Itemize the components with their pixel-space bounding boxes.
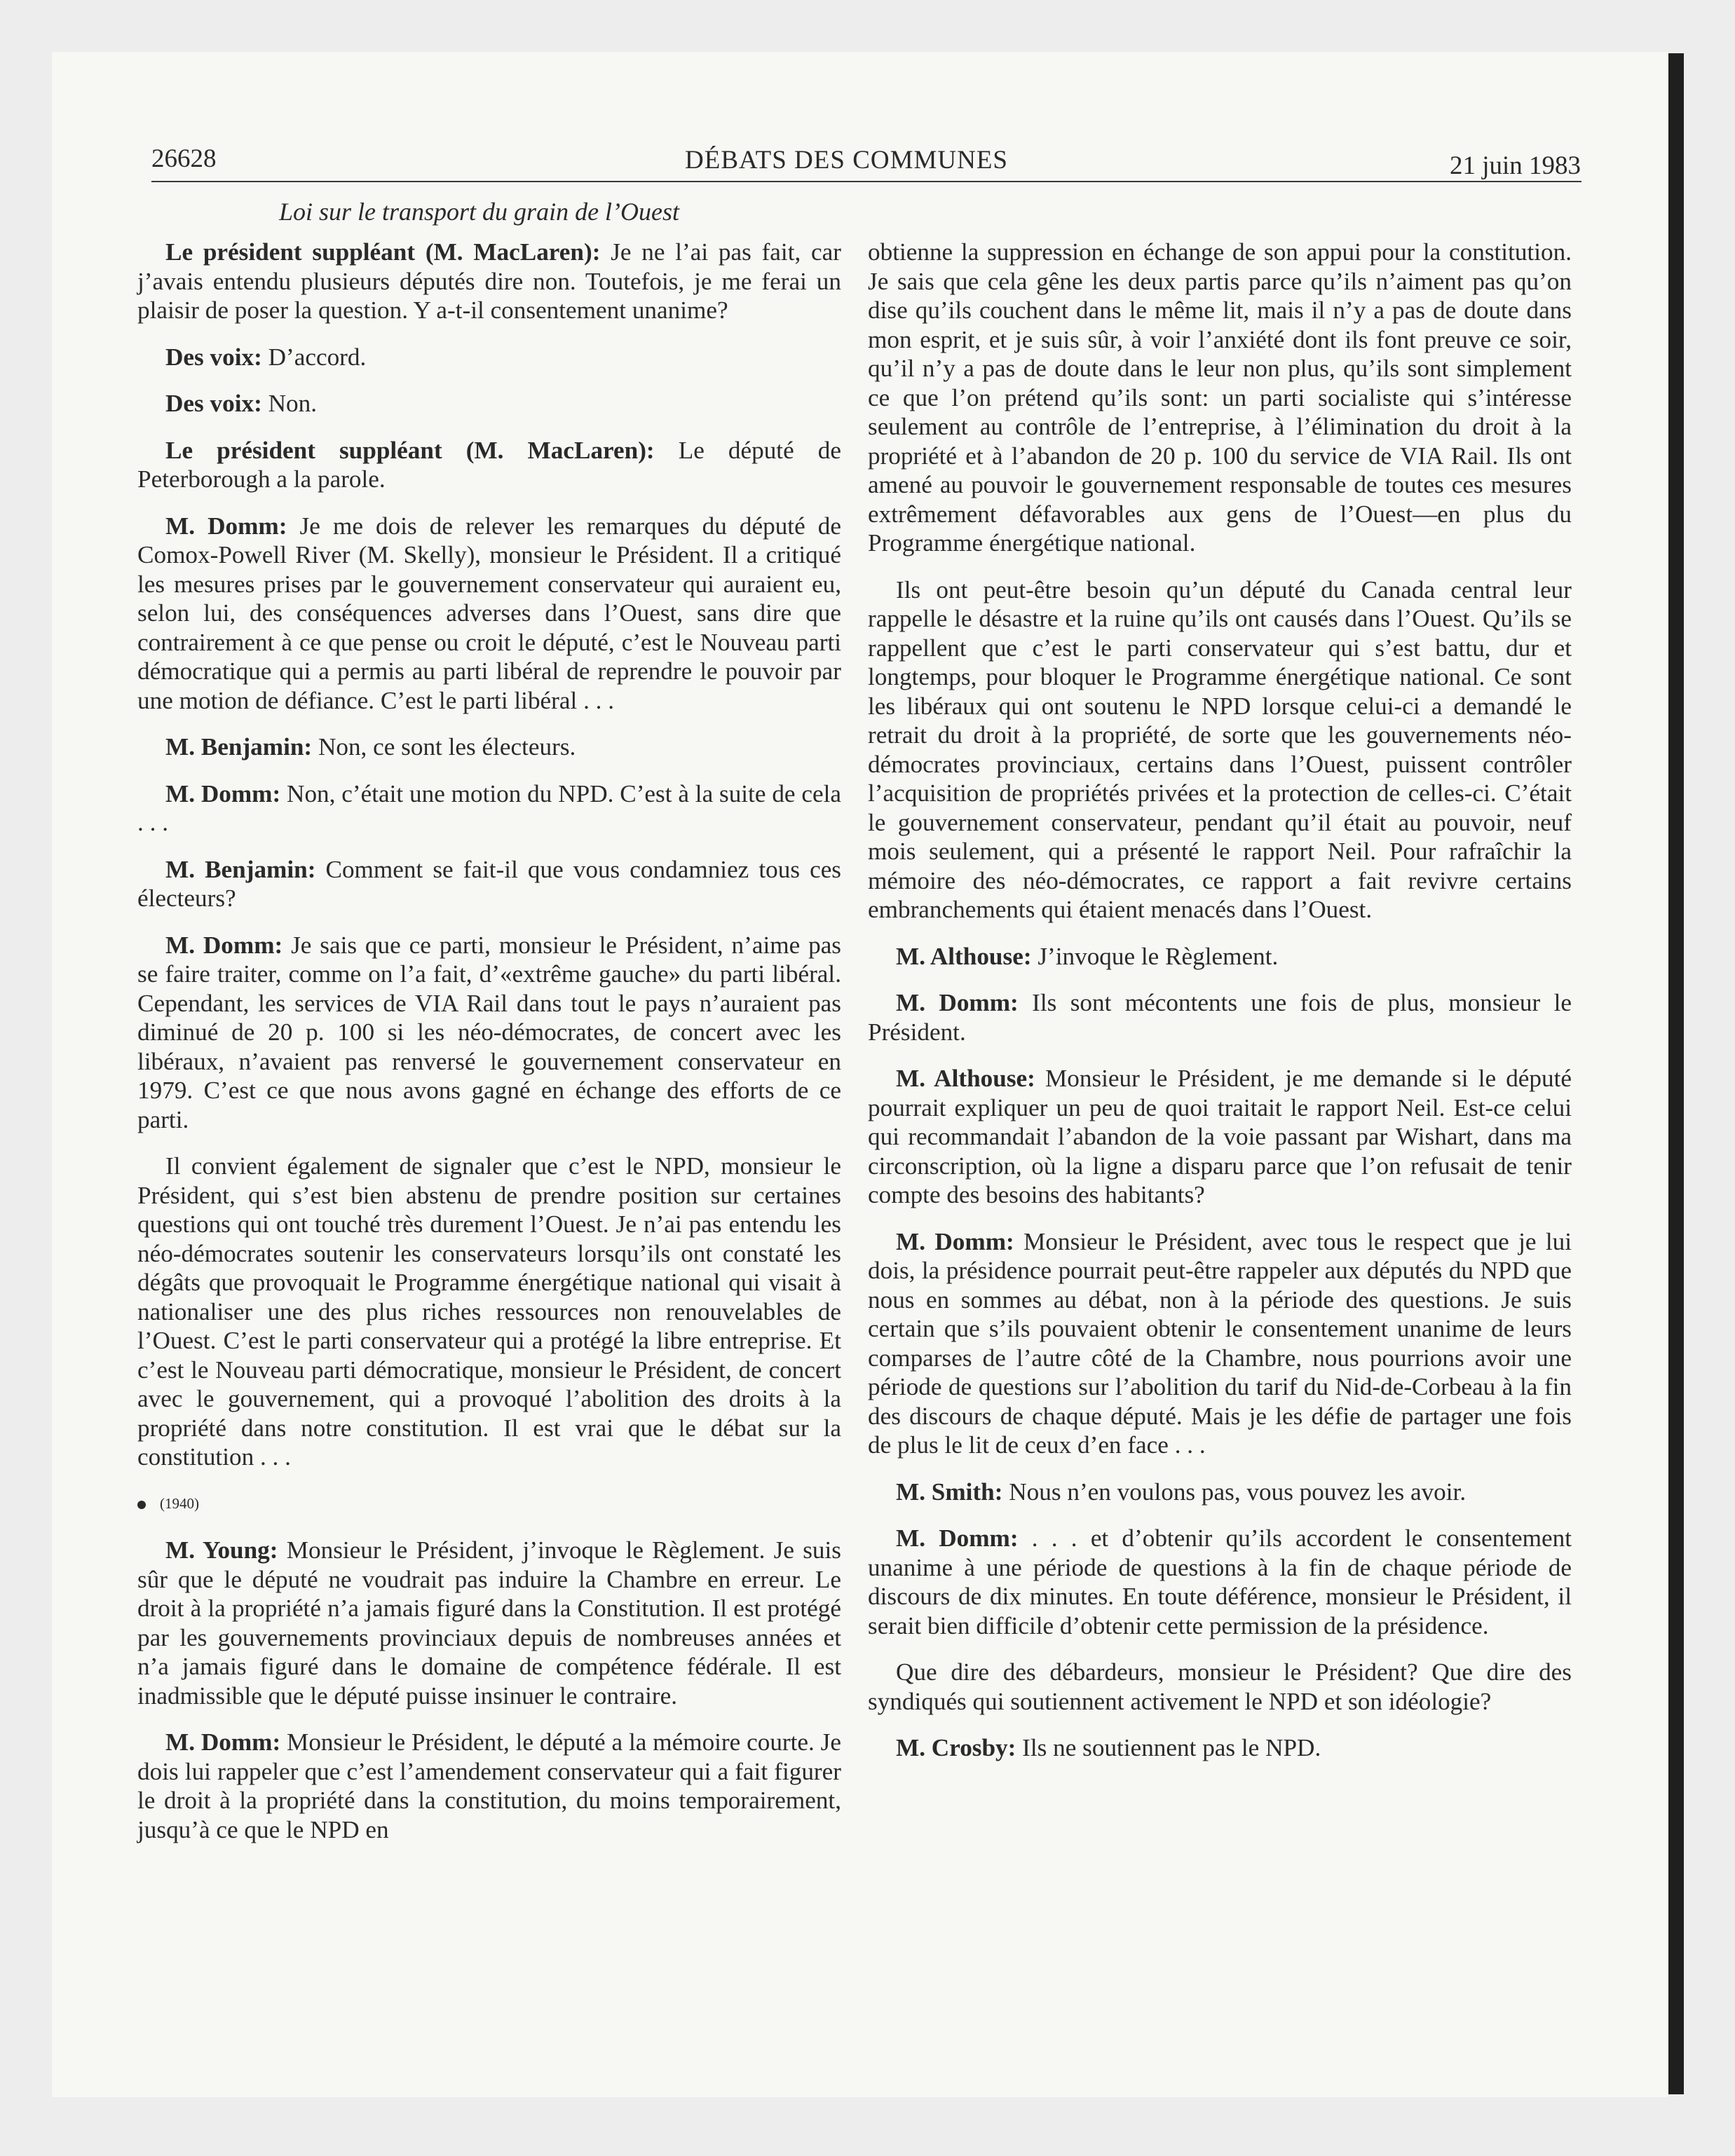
paragraph [868, 238, 1572, 558]
speaker-name: M. Benjamin: [165, 855, 316, 883]
time-marker-label: (1940) [160, 1494, 199, 1512]
section-title: Loi sur le transport du grain de l’Ouest [279, 198, 680, 226]
speaker-name: M. Domm: [165, 931, 283, 959]
paragraph-text: Que dire des débardeurs, monsieur le Président? Que dire des syndiqués qui soutiennent activement le NPD et son idéologie? [868, 1658, 1572, 1715]
paragraph-text: Monsieur le Président, le député a la mémoire courte. Je dois lui rappeler que c’est l’amendement conservateur qui a fait figurer le droit à la propriété dans la constitution, du moins temporairement, jusqu’à ce que le NPD en [137, 1728, 841, 1843]
paragraph [868, 1227, 1572, 1460]
paragraph-text: D’accord. [261, 343, 367, 371]
paragraph [868, 988, 1572, 1046]
paragraph [137, 855, 841, 913]
page-number: 26628 [151, 144, 217, 173]
left-column [137, 238, 841, 1862]
paragraph [137, 436, 841, 494]
paragraph-text: Je ne l’ai pas fait, car j’avais entendu plusieurs députés dire non. Toutefois, je me ferai un plaisir de poser la question. Y a-t-il consentement unanime? [137, 238, 841, 324]
paragraph-text: obtienne la suppression en échange de son appui pour la constitution. Je sais que cela gêne les deux partis parce qu’ils n’aiment pas qu’on dise qu’ils couchent dans le même lit, mais il n’y a pas de doute dans mon esprit, et je suis sûr, à voir l’anxiété dont ils font preuve ce soir, qu’il n’y a pas de doute dans le leur non plus, qu’ils sont simplement ce que l’on prétend qu’ils sont: un parti socialiste qui s’intéresse seulement au contrôle de l’entreprise, à l’élimination du droit à la propriété et à l’abandon de 20 p. 100 du service de VIA Rail. Ils ont amené au pouvoir le gouvernement responsable de toutes ces mesures extrêmement défavorables aux gens de l’Ouest—en plus du Programme énergétique national. [868, 238, 1572, 557]
paragraph [868, 1478, 1572, 1507]
speaker-name: M. Domm: [165, 1728, 281, 1756]
speaker-name: M. Smith: [896, 1478, 1003, 1506]
paragraph [137, 343, 841, 372]
paragraph [137, 512, 841, 716]
speaker-name: Des voix: [165, 390, 262, 417]
paragraph [137, 238, 841, 325]
time-marker [137, 1489, 841, 1519]
speaker-name: M. Domm: [896, 989, 1019, 1016]
paragraph [137, 1728, 841, 1844]
paragraph-text: Il convient également de signaler que c’est le NPD, monsieur le Président, qui s’est bien abstenu de prendre position sur certaines questions qui ont touché très durement l’Ouest. Je n’ai pas entendu les néo-démocrates soutenir les conservateurs lorsqu’ils ont constaté les dégâts que provoquait le Programme énergétique national qui visait à nationaliser une des plus riches ressources non renouvelables de l’Ouest. C’est le parti conservateur qui a protégé la libre entreprise. Et c’est le Nouveau parti démocratique, monsieur le Président, de concert avec le gouvernement, qui a provoqué l’abolition des droits à la propriété dans notre constitution. Il est vrai que le débat sur la constitution . . . [137, 1152, 841, 1471]
paragraph [868, 1658, 1572, 1716]
paragraph-text: J’invoque le Règlement. [1031, 942, 1279, 970]
speaker-name: M. Young: [165, 1536, 278, 1564]
paragraph [137, 779, 841, 838]
speaker-name: M. Domm: [165, 779, 281, 807]
paragraph [868, 575, 1572, 925]
right-column [868, 238, 1572, 1780]
paragraph-text: Ils sont mécontents une fois de plus, monsieur le Président. [868, 989, 1572, 1046]
paragraph-text: Je me dois de relever les remarques du député de Comox-Powell River (M. Skelly), monsieur le Président. Il a critiqué les mesures prises par le gouvernement conservateur qui auraient eu, selon lui, des conséquences adverses dans l’Ouest, sans dire que contrairement à ce que pense ou croit le député, c’est le Nouveau parti démocratique qui a permis au parti libéral de reprendre le pouvoir par une motion de défiance. C’est le parti libéral . . . [137, 512, 841, 714]
scan-edge-bar [1668, 53, 1684, 2094]
speaker-name: Le président suppléant (M. MacLaren): [165, 238, 601, 266]
paragraph [868, 942, 1572, 971]
paragraph-text: Non, c’était une motion du NPD. C’est à la suite de cela . . . [137, 779, 841, 836]
bullet-icon [137, 1501, 146, 1509]
paragraph-text: Le député de Peterborough a la parole. [137, 436, 841, 493]
paragraph-text: Comment se fait-il que vous condamniez tous ces électeurs? [137, 855, 842, 912]
paragraph [137, 389, 841, 418]
paragraph [137, 732, 841, 762]
header-rule [151, 181, 1581, 182]
speaker-name: Le président suppléant (M. MacLaren): [165, 436, 655, 464]
paragraph [137, 1536, 841, 1710]
paragraph-text: Monsieur le Président, avec tous le respect que je lui dois, la présidence pourrait peut-être rappeler aux députés du NPD que nous en sommes au débat, non à la période des questions. Je suis certain que s’ils pouvaient obtenir le consentement unanime de leurs comparses de l’autre côté de la Chambre, nous pourrions avoir une période de questions sur l’abolition du tarif du Nid-de-Corbeau à la fin des discours de chaque député. Mais je les défie de partager une fois de plus le lit de ceux d’en face . . . [868, 1227, 1572, 1459]
speaker-name: M. Benjamin: [165, 733, 313, 760]
paragraph-text: Monsieur le Président, j’invoque le Règlement. Je suis sûr que le député ne voudrait pas induire la Chambre en erreur. Le droit à la propriété n’a jamais figuré dans la Constitution. Il est protégé par les gouvernements provinciaux depuis de nombreuses années et n’a jamais figuré dans le domaine de compétence fédérale. Il est inadmissible que le député puisse insinuer le contraire. [137, 1536, 841, 1710]
paragraph-text: Ils ne soutiennent pas le NPD. [1016, 1734, 1321, 1761]
paragraph [137, 931, 841, 1135]
paragraph-text: Non. [261, 390, 317, 417]
paragraph [868, 1524, 1572, 1640]
publication-title: DÉBATS DES COMMUNES [685, 146, 1009, 175]
paragraph [868, 1733, 1572, 1763]
speaker-name: M. Althouse: [896, 942, 1032, 970]
paragraph-text: . . . et d’obtenir qu’ils accordent le consentement unanime à une période de questions à la fin de chaque période de discours de dix minutes. En toute déférence, monsieur le Président, il serait bien difficile d’obtenir cette permission de la présidence. [868, 1524, 1572, 1639]
paragraph-text: Monsieur le Président, je me demande si le député pourrait expliquer un peu de quoi traitait le rapport Neil. Est-ce celui qui recommandait l’abandon de la voie passant par Wishart, dans ma circonscription, où la ligne a disparu parce que l’on refusait de tenir compte des besoins des habitants? [868, 1065, 1572, 1208]
paragraph [868, 1064, 1572, 1210]
publication-date: 21 juin 1983 [1450, 151, 1581, 180]
speaker-name: M. Domm: [896, 1524, 1019, 1552]
speaker-name: M. Crosby: [896, 1734, 1016, 1761]
speaker-name: M. Domm: [896, 1227, 1014, 1255]
speaker-name: Des voix: [165, 343, 262, 371]
speaker-name: M. Althouse: [896, 1065, 1035, 1092]
speaker-name: M. Domm: [165, 512, 287, 540]
paragraph-text: Je sais que ce parti, monsieur le Président, n’aime pas se faire traiter, comme on l’a fait, d’«extrême gauche» du parti libéral. Cependant, les services de VIA Rail dans tout le pays n’auraient pas diminué de 20 p. 100 si les néo-démocrates, de concert avec les libéraux, n’avaient pas renversé le gouvernement conservateur en 1979. C’est ce que nous avons gagné en échange des efforts de ce parti. [137, 931, 842, 1133]
paragraph [137, 1152, 841, 1472]
paragraph-text: Non, ce sont les électeurs. [312, 733, 576, 760]
paragraph-text: Nous n’en voulons pas, vous pouvez les avoir. [1002, 1478, 1467, 1506]
paragraph-text: Ils ont peut-être besoin qu’un député du Canada central leur rappelle le désastre et la ruine qu’ils ont causés dans l’Ouest. Qu’ils se rappellent que c’est le parti conservateur qui s’est battu, dur et longtemps, pour bloquer le Programme énergétique national. Ce sont les libéraux qui ont soutenu le NPD lorsque celui-ci a demandé le retrait du droit à la propriété, de sorte que les gouvernements néo-démocrates provinciaux, certains dans l’Ouest, puissent contrôler l’acquisition de propriétés privées et la protection de celles-ci. C’était le gouvernement conservateur, pendant qu’il était au pouvoir, neuf mois seulement, qui a présenté le rapport Neil. Pour rafraîchir la mémoire des néo-démocrates, ce rapport a fait revivre certains embranchements qui étaient menacés dans l’Ouest. [868, 575, 1572, 923]
